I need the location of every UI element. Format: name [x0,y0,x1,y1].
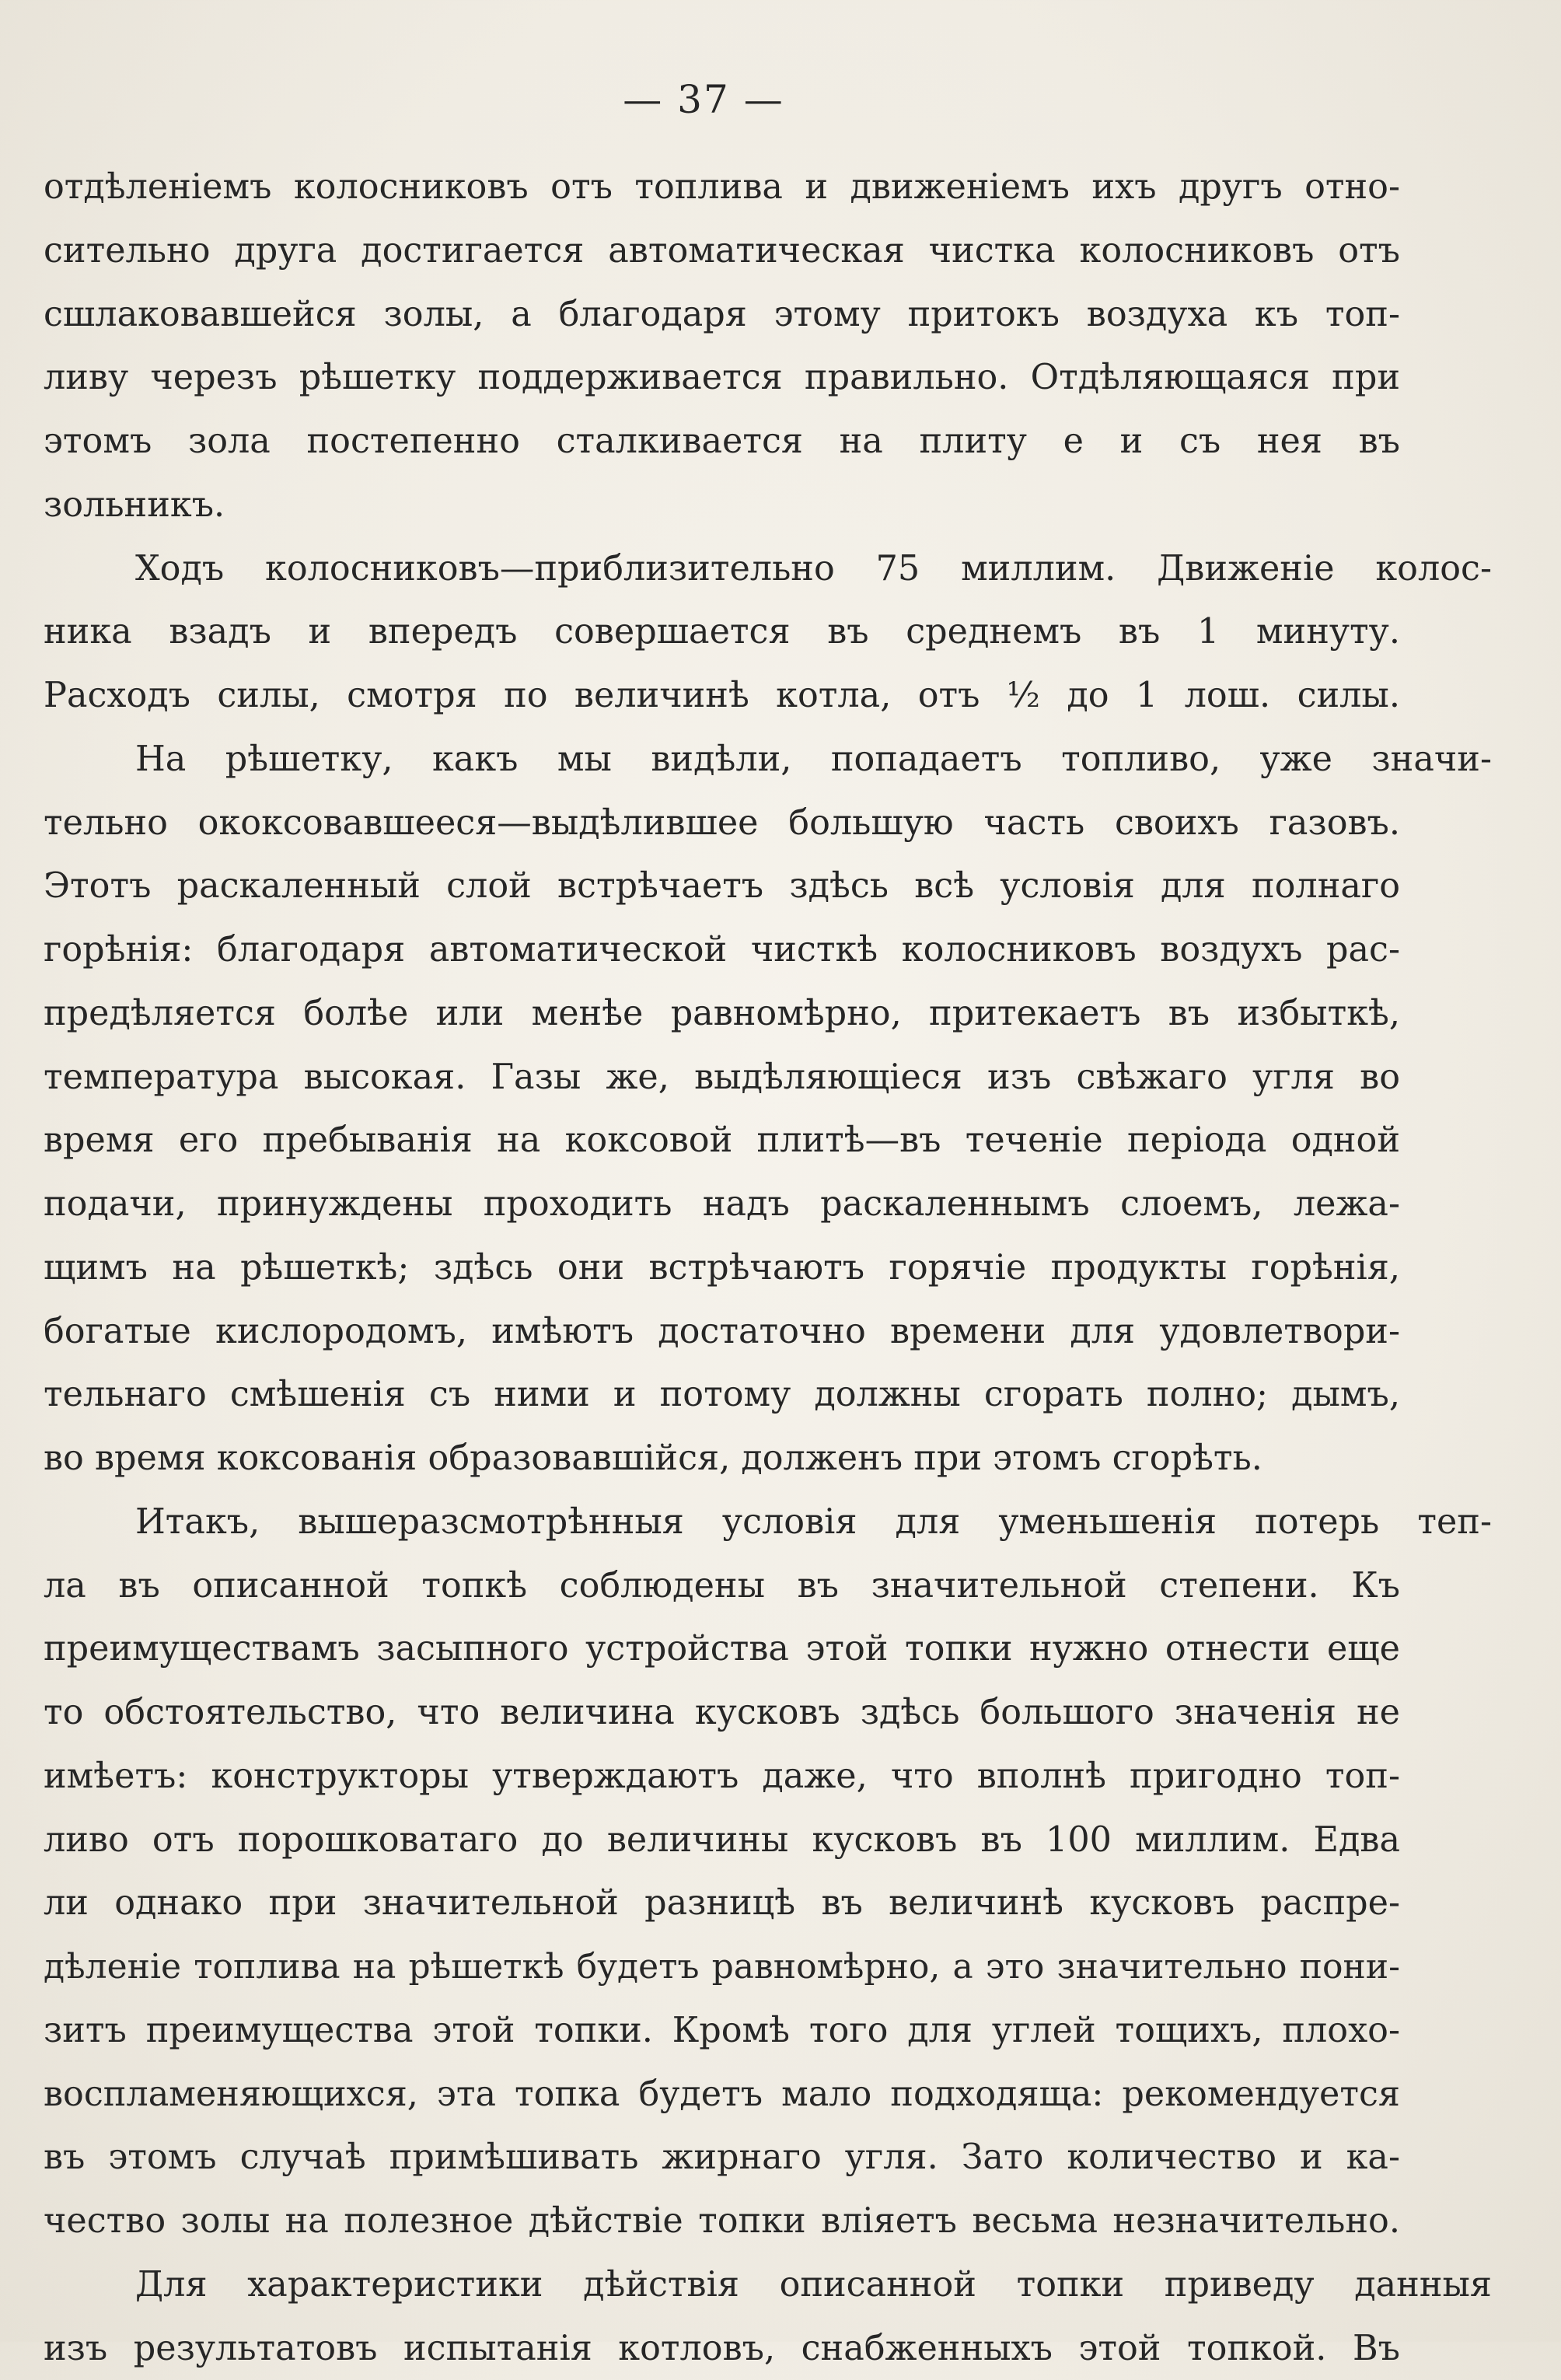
text-line: отдѣленіемъ колосниковъ отъ топлива и движеніемъ ихъ другъ отно- [44,156,1400,219]
text-line: въ этомъ случаѣ примѣшивать жирнаго угля. Зато количество и ка- [44,2126,1400,2190]
text-line: На рѣшетку, какъ мы видѣли, попадаетъ топливо, уже значи- [44,728,1492,792]
text-line: ника взадъ и впередъ совершается въ среднемъ въ 1 минуту. [44,600,1400,664]
text-line: Итакъ, вышеразсмотрѣнныя условія для уменьшенія потерь теп- [44,1491,1492,1554]
text-line: тельно ококсовавшееся—выдѣлившее большую часть своихъ газовъ. [44,792,1400,855]
text-line: предѣляется болѣе или менѣе равномѣрно, притекаетъ въ избыткѣ, [44,982,1400,1046]
text-line: этомъ зола постепенно сталкивается на плиту е и съ нея въ [44,410,1400,474]
text-line: то обстоятельство, что величина кусковъ здѣсь большого значенія не [44,1681,1400,1745]
text-line: ливо отъ порошковатаго до величины кусковъ въ 100 миллим. Едва [44,1809,1400,1872]
text-line: богатые кислородомъ, имѣютъ достаточно времени для удовлетвори- [44,1300,1400,1364]
text-line: сительно друга достигается автоматическая чистка колосниковъ отъ [44,219,1400,283]
text-line: изъ результатовъ испытанія котловъ, снабженныхъ этой топкой. Въ [44,2317,1400,2380]
text-line: дѣленіе топлива на рѣшеткѣ будетъ равномѣрно, а это значительно пони- [44,1935,1400,1999]
text-line: зольникъ. [44,474,1412,537]
text-line: горѣнія: благодаря автоматической чисткѣ колосниковъ воздухъ рас- [44,918,1400,982]
text-line: зитъ преимущества этой топки. Кромѣ того для углей тощихъ, плохо- [44,1999,1400,2063]
text-line: время его пребыванія на коксовой плитѣ—въ теченіе періода одной [44,1109,1400,1173]
text-line: Этотъ раскаленный слой встрѣчаетъ здѣсь всѣ условія для полнаго [44,854,1400,918]
text-line: воспламеняющихся, эта топка будетъ мало подходяща: рекомендуется [44,2063,1400,2127]
text-line: ла въ описанной топкѣ соблюдены въ значительной степени. Къ [44,1554,1400,1618]
text-line: Ходъ колосниковъ—приблизительно 75 миллим. Движеніе колос- [44,537,1492,601]
text-line: Для характеристики дѣйствія описанной топки приведу данныя [44,2253,1492,2317]
text-line: сшлаковавшейся золы, а благодаря этому притокъ воздуха къ топ- [44,283,1400,347]
text-line: чество золы на полезное дѣйствіе топки вліяетъ весьма незначительно. [44,2190,1400,2253]
text-line: ливу черезъ рѣшетку поддерживается правильно. Отдѣляющаяся при [44,346,1400,410]
body-text [44,156,1412,2380]
text-line: во время коксованія образовавшійся, долженъ при этомъ сгорѣть. [44,1427,1412,1491]
text-line: имѣетъ: конструкторы утверждаютъ даже, что вполнѣ пригодно топ- [44,1745,1400,1809]
text-line: подачи, принуждены проходить надъ раскаленнымъ слоемъ, лежа- [44,1173,1400,1236]
text-line: преимуществамъ засыпного устройства этой топки нужно отнести еще [44,1617,1400,1681]
text-line: Расходъ силы, смотря по величинѣ котла, отъ ½ до 1 лош. силы. [44,664,1400,728]
text-line: температура высокая. Газы же, выдѣляющіеся изъ свѣжаго угля во [44,1046,1400,1110]
page-number: — 37 — [0,68,1407,131]
text-line: тельнаго смѣшенія съ ними и потому должны сгорать полно; дымъ, [44,1363,1400,1427]
text-line: ли однако при значительной разницѣ въ величинѣ кусковъ распре- [44,1871,1400,1935]
text-line: щимъ на рѣшеткѣ; здѣсь они встрѣчаютъ горячіе продукты горѣнія, [44,1236,1400,1300]
